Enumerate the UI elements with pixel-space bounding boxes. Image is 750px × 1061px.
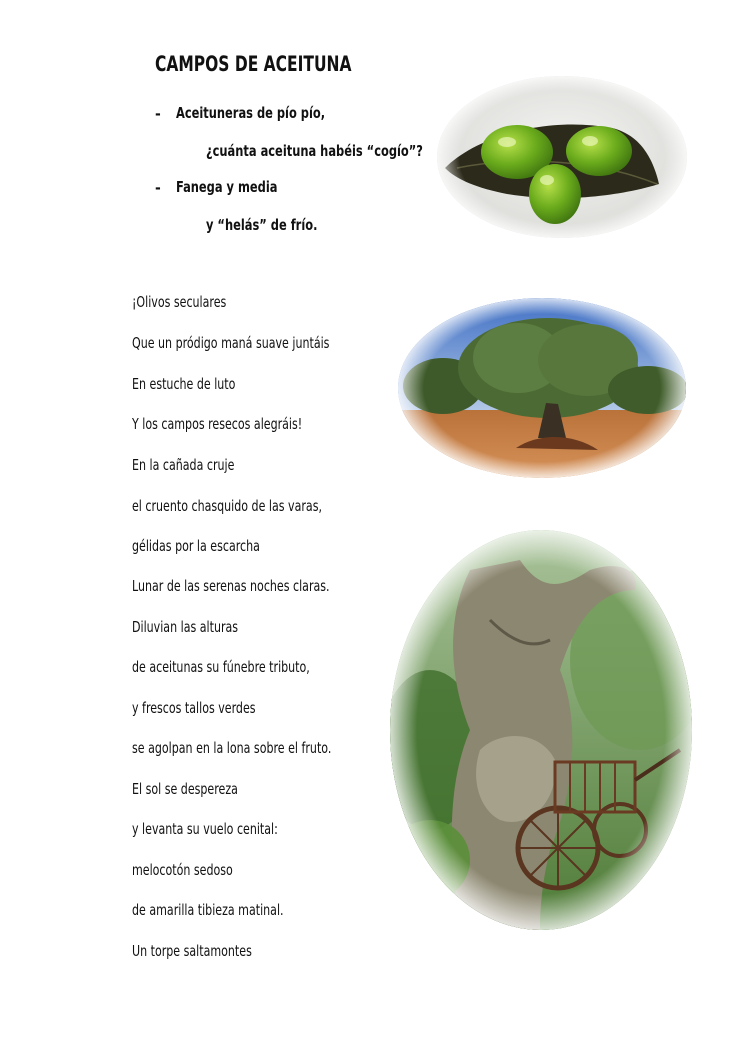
olives-image	[437, 76, 687, 238]
verse-line: En la cañada cruje	[132, 456, 235, 474]
verse-line: ¡Olivos seculares	[132, 293, 227, 311]
verse-line: gélidas por la escarcha	[132, 537, 260, 555]
chorus-line-1: Aceituneras de pío pío,	[176, 104, 326, 122]
chorus-line-3: Fanega y media	[176, 178, 278, 196]
verse-line: y frescos tallos verdes	[132, 699, 256, 717]
verse-line: En estuche de luto	[132, 375, 236, 393]
verse-line: y levanta su vuelo cenital:	[132, 820, 278, 838]
verse-line: Y los campos resecos alegráis!	[132, 415, 303, 433]
old-olive-tree-cart-image	[390, 530, 692, 930]
verse-line: Lunar de las serenas noches claras.	[132, 577, 330, 595]
chorus-dash-2: -	[155, 179, 161, 197]
verse-line: el cruento chasquido de las varas,	[132, 497, 322, 515]
verse-line: Diluvian las alturas	[132, 618, 239, 636]
verse-line: de aceitunas su fúnebre tributo,	[132, 658, 310, 676]
chorus-line-2: ¿cuánta aceituna habéis “cogío”?	[206, 142, 423, 160]
verse-line: melocotón sedoso	[132, 861, 233, 879]
chorus-line-4: y “helás” de frío.	[206, 216, 318, 234]
verse-line: Un torpe saltamontes	[132, 942, 252, 960]
chorus-dash-1: -	[155, 105, 161, 123]
verse-line: de amarilla tibieza matinal.	[132, 901, 284, 919]
olive-grove-image	[398, 298, 686, 478]
page-title: CAMPOS DE ACEITUNA	[155, 52, 352, 76]
verse-line: Que un pródigo maná suave juntáis	[132, 334, 330, 352]
verse-line: El sol se despereza	[132, 780, 238, 798]
verse-line: se agolpan en la lona sobre el fruto.	[132, 739, 332, 757]
